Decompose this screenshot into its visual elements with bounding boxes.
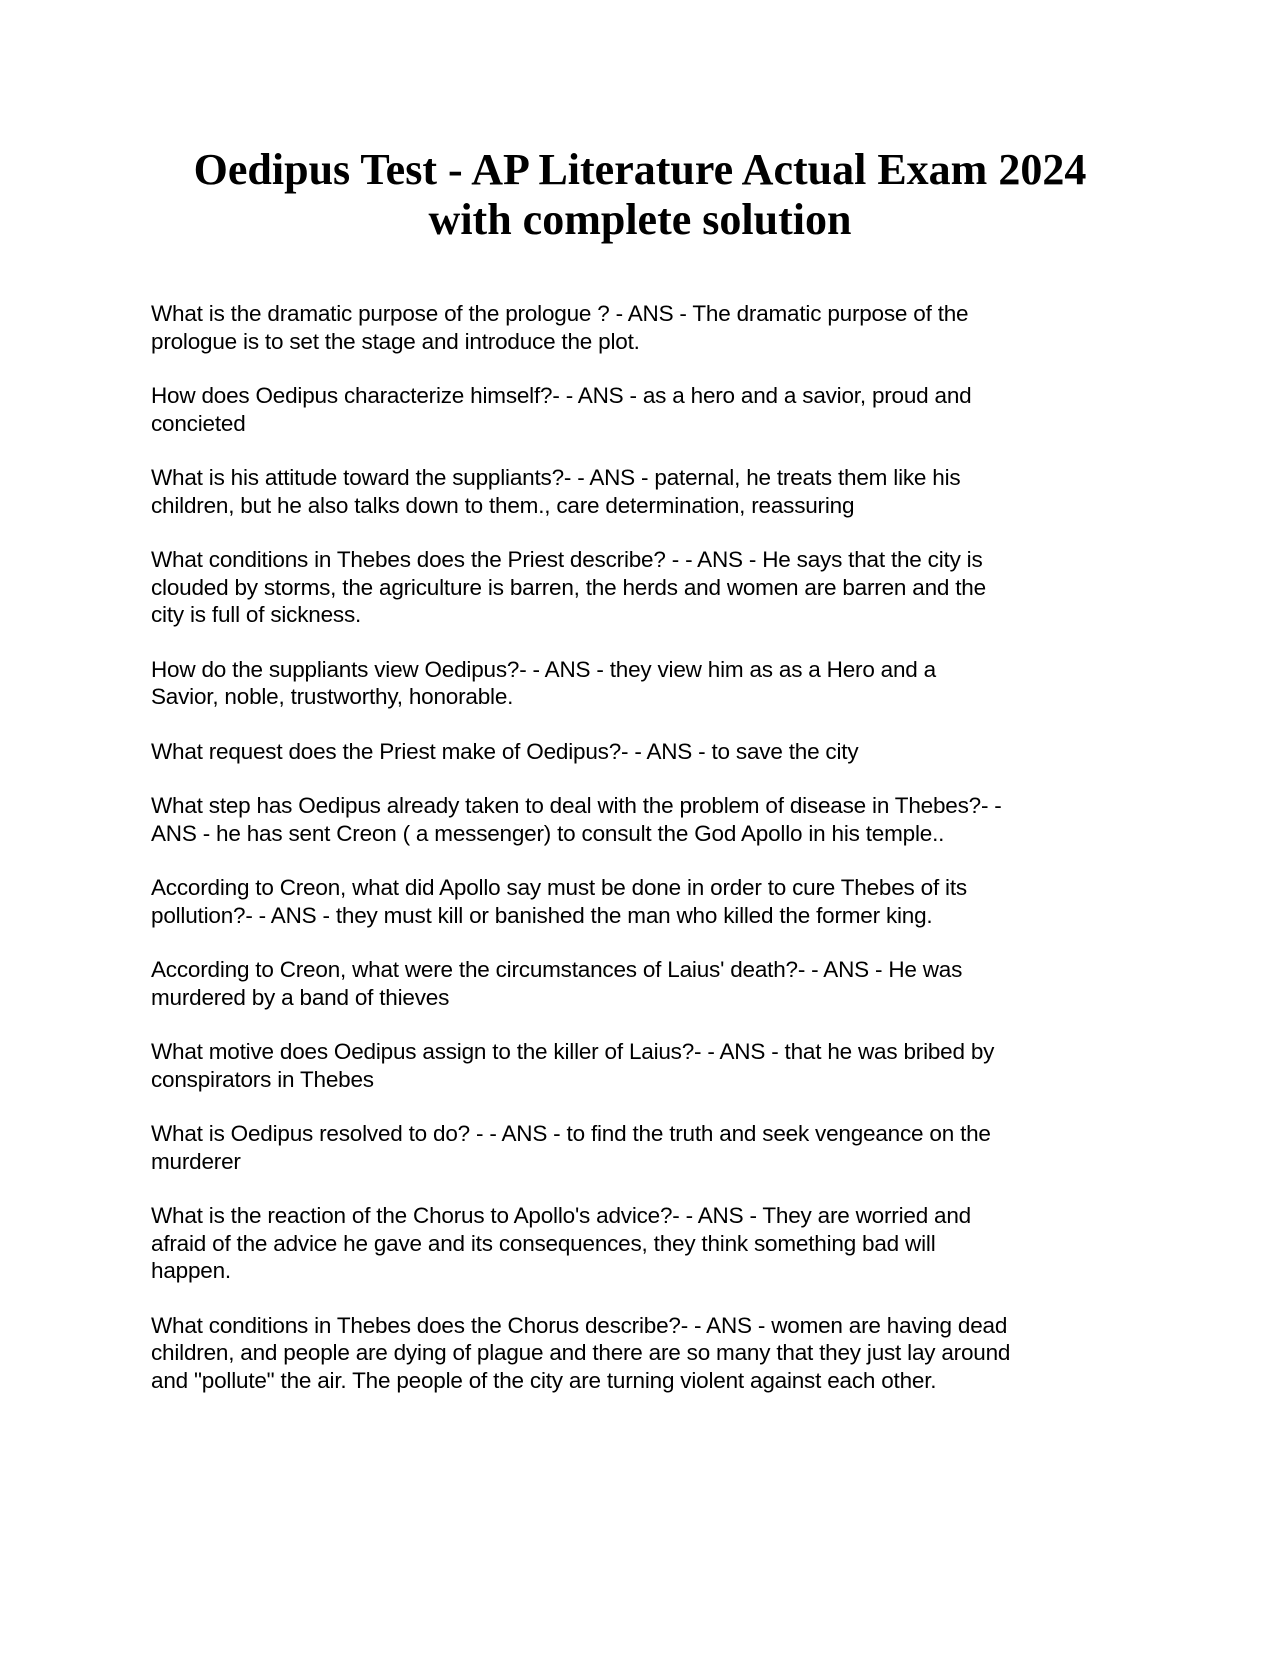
question-answer-item: [151, 546, 1151, 629]
question-answer-list: [151, 300, 1151, 1421]
text-line: murdered by a band of thieves: [151, 984, 450, 1010]
text-line: and "pollute" the air. The people of the city are turning violent against each other.: [151, 1367, 937, 1393]
text-line: What is Oedipus resolved to do? - - ANS - to find the truth and seek vengeance on the: [151, 1121, 991, 1146]
question-answer-item: [151, 1202, 1151, 1285]
text-line: What request does the Priest make of Oedipus?- - ANS - to save the city: [151, 738, 859, 764]
text-line: How does Oedipus characterize himself?- - ANS - as a hero and a savior, proud and: [151, 383, 972, 408]
text-line: Savior, noble, trustworthy, honorable.: [151, 684, 514, 709]
question-answer-item: [151, 300, 1151, 355]
text-line: How do the suppliants view Oedipus?- - ANS - they view him as as a Hero and a: [151, 656, 936, 682]
text-line: children, and people are dying of plague and there are so many that they just lay around: [151, 1340, 1011, 1365]
question-answer-item: [151, 874, 1151, 929]
question-answer-item: [151, 464, 1151, 519]
text-line: murderer: [151, 1148, 241, 1174]
question-answer-item: [151, 792, 1151, 847]
text-line: conspirators in Thebes: [151, 1066, 374, 1092]
text-line: What is the reaction of the Chorus to Apollo's advice?- - ANS - They are worried and: [151, 1203, 971, 1228]
text-line: concieted: [151, 410, 246, 436]
text-line: ANS - he has sent Creon ( a messenger) to consult the God Apollo in his temple..: [151, 820, 945, 846]
text-line: clouded by storms, the agriculture is barren, the herds and women are barren and the: [151, 574, 986, 600]
text-line: What motive does Oedipus assign to the killer of Laius?- - ANS - that he was bribed by: [151, 1039, 995, 1064]
text-line: pollution?- - ANS - they must kill or banished the man who killed the former king.: [151, 902, 933, 928]
text-line: happen.: [151, 1258, 231, 1283]
document-title: [0, 145, 1280, 245]
title-line: Oedipus Test - AP Literature Actual Exam 2024: [193, 145, 1087, 194]
question-answer-item: [151, 1038, 1151, 1093]
text-line: According to Creon, what did Apollo say must be done in order to cure Thebes of its: [151, 875, 967, 900]
text-line: prologue is to set the stage and introduce the plot.: [151, 328, 640, 354]
text-line: afraid of the advice he gave and its consequences, they think something bad will: [151, 1230, 936, 1256]
text-line: city is full of sickness.: [151, 602, 362, 627]
question-answer-item: [151, 1120, 1151, 1175]
question-answer-item: [151, 738, 1151, 766]
text-line: What is his attitude toward the suppliants?- - ANS - paternal, he treats them like his: [151, 465, 961, 490]
question-answer-item: [151, 656, 1151, 711]
title-line: with complete solution: [428, 195, 852, 244]
text-line: What conditions in Thebes does the Chorus describe?- - ANS - women are having dead: [151, 1312, 1008, 1338]
text-line: What is the dramatic purpose of the prologue ? - ANS - The dramatic purpose of the: [151, 301, 969, 326]
question-answer-item: [151, 956, 1151, 1011]
text-line: According to Creon, what were the circumstances of Laius' death?- - ANS - He was: [151, 957, 963, 982]
text-line: What step has Oedipus already taken to deal with the problem of disease in Thebes?- -: [151, 793, 1002, 818]
text-line: What conditions in Thebes does the Priest describe? - - ANS - He says that the city is: [151, 547, 983, 572]
question-answer-item: [151, 382, 1151, 437]
question-answer-item: [151, 1312, 1151, 1395]
text-line: children, but he also talks down to them., care determination, reassuring: [151, 492, 855, 518]
